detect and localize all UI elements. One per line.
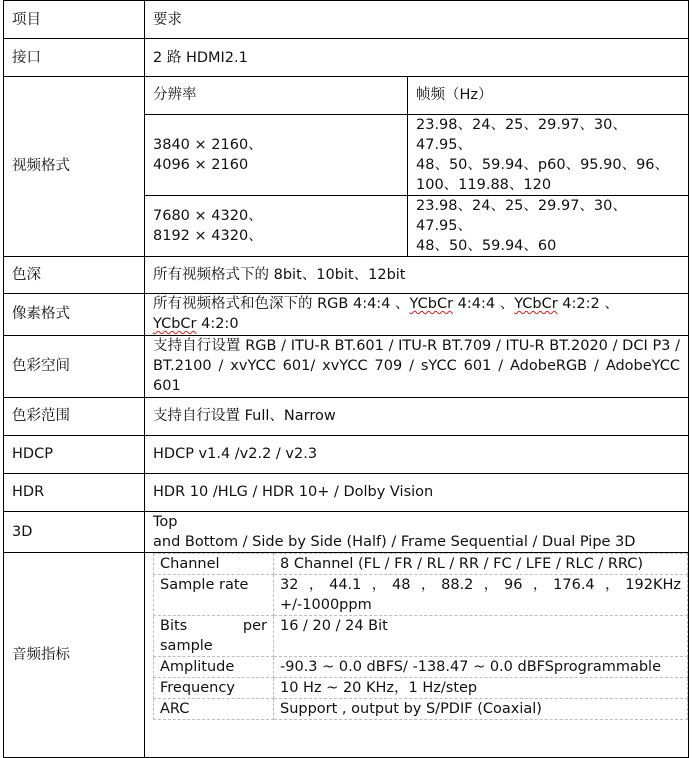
audio-key: ARC: [154, 698, 274, 719]
audio-subtable: [153, 553, 688, 720]
header-label: 项目: [4, 1, 145, 39]
row-label-interface: 接口: [4, 39, 145, 77]
audio-value: 16 / 20 / 24 Bit: [274, 615, 688, 656]
frame-rate-line: 23.98、24、25、29.97、30、47.95、: [416, 116, 627, 153]
header-value: 要求: [145, 1, 689, 39]
row-label-pixel-format: 像素格式: [4, 293, 145, 335]
audio-row: [154, 615, 688, 656]
row-value-pixel-format: [145, 293, 689, 335]
audio-key: Frequency: [154, 677, 274, 698]
row-label-video-format: 视频格式: [4, 77, 145, 257]
resolution-line: 4096 × 2160: [153, 156, 249, 173]
table-row-interface: [4, 39, 689, 77]
row-value-hdcp: HDCP v1.4 /v2.2 / v2.3: [145, 435, 689, 473]
audio-row: [154, 553, 688, 574]
video-subtable-row: [145, 195, 688, 256]
3d-line: and Bottom / Side by Side (Half) / Frame Sequential / Dual Pipe 3D: [153, 533, 636, 550]
audio-key: Amplitude: [154, 656, 274, 677]
column-header-resolution: 分辨率: [145, 77, 408, 114]
audio-cell: [145, 552, 689, 757]
row-label-color-space: 色彩空间: [4, 335, 145, 397]
audio-value: 32 ，44.1 ，48 ，88.2 ，96 ，176.4 ，192KHz +/-1000ppm: [274, 574, 688, 615]
pixel-format-text: 4:4:4 、: [453, 296, 515, 312]
row-value-color-range: 支持自行设置 Full、Narrow: [145, 397, 689, 435]
audio-key: Bits per sample: [154, 615, 274, 656]
table-header-row: [4, 1, 689, 39]
resolution-line: 3840 × 2160、: [153, 136, 263, 153]
frame-rate-line: 100、119.88、120: [416, 176, 552, 193]
video-format-cell: [145, 77, 689, 257]
row-value-color-depth: 所有视频格式下的 8bit、10bit、12bit: [145, 256, 689, 293]
table-row-color-depth: [4, 256, 689, 293]
resolution-cell: [145, 114, 408, 195]
row-label-3d: 3D: [4, 511, 145, 552]
table-row-pixel-format: [4, 293, 689, 335]
audio-value: 10 Hz ~ 20 KHz，1 Hz/step: [274, 677, 688, 698]
frame-rate-line: 23.98、24、25、29.97、30、47.95、: [416, 197, 627, 234]
row-value-3d: [145, 511, 689, 552]
audio-row: [154, 574, 688, 615]
row-label-color-range: 色彩范围: [4, 397, 145, 435]
row-label-hdcp: HDCP: [4, 435, 145, 473]
frame-rate-line: 48、50、59.94、p60、95.90、96、: [416, 156, 670, 173]
frame-rate-line: 48、50、59.94、60: [416, 237, 557, 254]
audio-key: Channel: [154, 553, 274, 574]
table-row-video-format: [4, 77, 689, 257]
audio-row: [154, 677, 688, 698]
row-value-hdr: HDR 10 /HLG / HDR 10+ / Dolby Vision: [145, 473, 689, 511]
table-row-hdcp: [4, 435, 689, 473]
frame-rate-cell: [408, 114, 689, 195]
audio-value: Support , output by S/PDIF (Coaxial): [274, 698, 688, 719]
pixel-format-text: 4:2:2 、: [557, 296, 619, 312]
audio-value: -90.3 ~ 0.0 dBFS/ -138.47 ~ 0.0 dBFSprogrammable: [274, 656, 688, 677]
spellcheck-word: YCbCr: [409, 296, 454, 312]
table-row-audio: [4, 552, 689, 757]
table-row-hdr: [4, 473, 689, 511]
table-row-color-space: [4, 335, 689, 397]
pixel-format-text: 所有视频格式和色深下的 RGB 4:4:4 、: [153, 296, 410, 312]
spellcheck-word: YCbCr: [153, 316, 197, 332]
spellcheck-word: YCbCr: [514, 296, 558, 312]
frame-rate-cell: [408, 195, 689, 256]
audio-row: [154, 656, 688, 677]
row-label-color-depth: 色深: [4, 256, 145, 293]
video-format-subtable: [145, 77, 688, 256]
pixel-format-text: 4:2:0: [196, 316, 239, 332]
resolution-line: 8192 × 4320、: [153, 227, 263, 244]
video-subtable-header: [145, 77, 688, 114]
audio-key: Sample rate: [154, 574, 274, 615]
resolution-line: 7680 × 4320、: [153, 207, 263, 224]
table-row-3d: [4, 511, 689, 552]
3d-line: Top: [153, 513, 178, 530]
resolution-cell: [145, 195, 408, 256]
video-subtable-row: [145, 114, 688, 195]
audio-row: [154, 698, 688, 719]
column-header-frame-rate: 帧频（Hz）: [408, 77, 689, 114]
table-row-color-range: [4, 397, 689, 435]
row-value-color-space: 支持自行设置 RGB / ITU-R BT.601 / ITU-R BT.709 / ITU-R BT.2020 / DCI P3 / BT.2100 / xvYCC 601/ xvYCC 709 / sYCC 601 / AdobeRGB / AdobeYCC 601: [145, 335, 689, 397]
row-value-interface: 2 路 HDMI2.1: [145, 39, 689, 77]
row-label-audio: 音频指标: [4, 552, 145, 757]
audio-value: 8 Channel (FL / FR / RL / RR / FC / LFE / RLC / RRC): [274, 553, 688, 574]
spec-table: [3, 0, 689, 758]
row-label-hdr: HDR: [4, 473, 145, 511]
